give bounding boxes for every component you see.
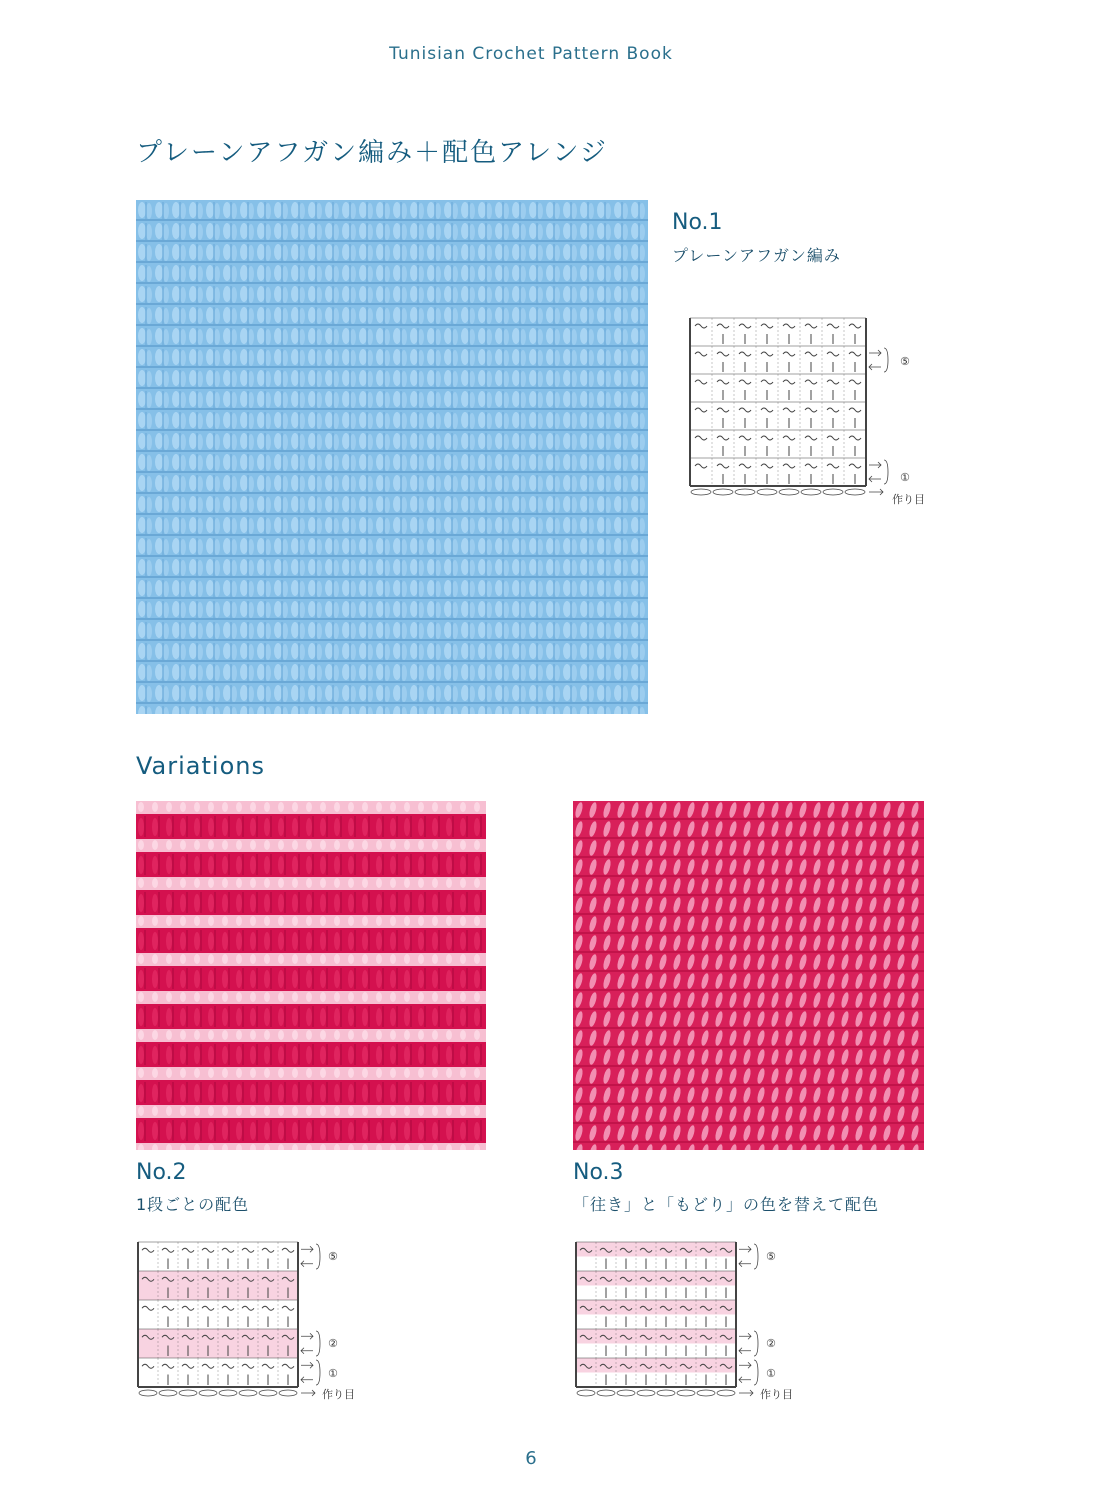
row-2-label: ② [766,1337,776,1350]
return-stitch-symbol [761,352,773,356]
pattern-number-no3: No.3 [573,1160,624,1185]
return-stitch-symbol [805,464,817,468]
return-stitch-symbol [827,408,839,412]
chain-stitch-symbol [199,1390,217,1396]
return-stitch-symbol [827,436,839,440]
return-stitch-symbol [761,408,773,412]
return-arrow [301,1377,313,1383]
forward-arrow [739,1246,751,1252]
row-brace [754,1331,758,1356]
return-stitch-symbol [142,1248,154,1252]
row-brace [754,1360,758,1385]
return-stitch-symbol [717,408,729,412]
return-stitch-symbol [805,436,817,440]
return-stitch-symbol [805,380,817,384]
chain-stitch-symbol [691,489,711,495]
row-2-label: ② [328,1337,338,1350]
return-stitch-symbol [262,1306,274,1310]
return-stitch-symbol [222,1306,234,1310]
return-stitch-symbol [849,436,861,440]
return-stitch-symbol [739,408,751,412]
return-stitch-symbol [282,1364,294,1368]
book-header: Tunisian Crochet Pattern Book [389,44,673,64]
foundation-label: 作り目 [760,1388,793,1401]
return-arrow [739,1261,751,1267]
return-stitch-symbol [695,380,707,384]
chain-stitch-symbol [637,1390,655,1396]
return-stitch-symbol [242,1306,254,1310]
chain-stitch-symbol [219,1390,237,1396]
chain-stitch-symbol [677,1390,695,1396]
return-stitch-symbol [695,436,707,440]
return-stitch-symbol [182,1306,194,1310]
chain-stitch-symbol [779,489,799,495]
return-stitch-symbol [202,1364,214,1368]
return-stitch-symbol [182,1364,194,1368]
stitch-chart-no3 [574,1240,814,1410]
return-stitch-symbol [162,1364,174,1368]
return-arrow [301,1261,313,1267]
return-stitch-symbol [761,324,773,328]
row-5-label: ⑤ [766,1250,776,1263]
stitch-chart-no1 [688,316,938,511]
return-stitch-symbol [142,1364,154,1368]
return-stitch-symbol [783,352,795,356]
forward-arrow [301,1333,313,1339]
row-1-label: ① [900,471,910,484]
row-brace [884,460,888,484]
page-number: 6 [525,1448,537,1469]
return-arrow [869,476,881,482]
chart-grid [576,1242,758,1396]
pattern-number-no1: No.1 [672,210,723,235]
return-stitch-symbol [717,464,729,468]
return-stitch-symbol [717,436,729,440]
return-stitch-symbol [739,380,751,384]
return-stitch-symbol [162,1306,174,1310]
sample-photo-no1 [136,200,648,714]
return-stitch-symbol [805,408,817,412]
return-stitch-symbol [761,464,773,468]
row-brace [316,1244,320,1269]
return-stitch-symbol [783,380,795,384]
chain-stitch-symbol [139,1390,157,1396]
return-arrow [869,364,881,370]
row-brace [754,1244,758,1269]
return-stitch-symbol [849,464,861,468]
chain-stitch-symbol [757,489,777,495]
return-stitch-symbol [805,324,817,328]
chain-stitch-symbol [717,1390,735,1396]
chain-stitch-symbol [657,1390,675,1396]
chain-stitch-symbol [179,1390,197,1396]
return-stitch-symbol [805,352,817,356]
return-stitch-symbol [202,1248,214,1252]
return-stitch-symbol [783,436,795,440]
return-stitch-symbol [282,1306,294,1310]
return-stitch-symbol [222,1364,234,1368]
return-stitch-symbol [761,380,773,384]
chain-stitch-symbol [823,489,843,495]
row-brace [316,1360,320,1385]
return-stitch-symbol [262,1364,274,1368]
return-arrow [739,1348,751,1354]
return-stitch-symbol [222,1248,234,1252]
chain-stitch-symbol [735,489,755,495]
pattern-description-no3: 「往き」と「もどり」の色を替えて配色 [573,1195,880,1214]
return-stitch-symbol [739,464,751,468]
chart-grid [138,1242,320,1396]
variations-heading: Variations [136,752,265,780]
return-stitch-symbol [142,1306,154,1310]
chain-stitch-symbol [845,489,865,495]
return-stitch-symbol [242,1364,254,1368]
return-stitch-symbol [717,380,729,384]
forward-arrow [301,1246,313,1252]
return-stitch-symbol [739,436,751,440]
return-stitch-symbol [761,436,773,440]
forward-arrow [869,462,881,468]
return-arrow [301,1348,313,1354]
foundation-label: 作り目 [322,1388,355,1401]
row-1-label: ① [766,1367,776,1380]
return-stitch-symbol [783,324,795,328]
foundation-arrow [301,1390,315,1396]
return-stitch-symbol [282,1248,294,1252]
return-arrow [739,1377,751,1383]
forward-arrow [869,350,881,356]
foundation-arrow [869,489,883,495]
return-stitch-symbol [783,464,795,468]
chain-stitch-symbol [159,1390,177,1396]
return-stitch-symbol [783,408,795,412]
chain-stitch-symbol [801,489,821,495]
return-stitch-symbol [162,1248,174,1252]
forward-arrow [739,1362,751,1368]
return-stitch-symbol [849,324,861,328]
return-stitch-symbol [739,352,751,356]
sample-photo-no2 [136,801,486,1150]
return-stitch-symbol [695,352,707,356]
foundation-label: 作り目 [892,493,925,506]
chain-stitch-symbol [597,1390,615,1396]
return-stitch-symbol [849,352,861,356]
return-stitch-symbol [827,380,839,384]
pattern-description-no1: プレーンアフガン編み [672,246,841,265]
return-stitch-symbol [202,1306,214,1310]
return-stitch-symbol [717,324,729,328]
stitch-chart-no2 [136,1240,376,1410]
return-stitch-symbol [849,408,861,412]
sample-photo-no3 [573,801,924,1150]
chain-stitch-symbol [279,1390,297,1396]
chain-stitch-symbol [259,1390,277,1396]
row-1-label: ① [328,1367,338,1380]
return-stitch-symbol [827,464,839,468]
return-stitch-symbol [695,324,707,328]
return-stitch-symbol [262,1248,274,1252]
return-stitch-symbol [849,380,861,384]
chain-stitch-symbol [239,1390,257,1396]
chain-stitch-symbol [713,489,733,495]
return-stitch-symbol [695,408,707,412]
row-5-label: ⑤ [328,1250,338,1263]
row-brace [884,348,888,372]
return-stitch-symbol [827,324,839,328]
row-5-label: ⑤ [900,355,910,368]
row-brace [316,1331,320,1356]
foundation-arrow [739,1390,753,1396]
pattern-description-no2: 1段ごとの配色 [136,1195,250,1214]
forward-arrow [739,1333,751,1339]
forward-arrow [301,1362,313,1368]
chain-stitch-symbol [697,1390,715,1396]
pattern-number-no2: No.2 [136,1160,187,1185]
chain-stitch-symbol [617,1390,635,1396]
section-title: プレーンアフガン編み＋配色アレンジ [136,138,608,168]
return-stitch-symbol [182,1248,194,1252]
return-stitch-symbol [739,324,751,328]
return-stitch-symbol [827,352,839,356]
return-stitch-symbol [695,464,707,468]
chain-stitch-symbol [577,1390,595,1396]
return-stitch-symbol [717,352,729,356]
chart-grid [690,318,888,495]
return-stitch-symbol [242,1248,254,1252]
